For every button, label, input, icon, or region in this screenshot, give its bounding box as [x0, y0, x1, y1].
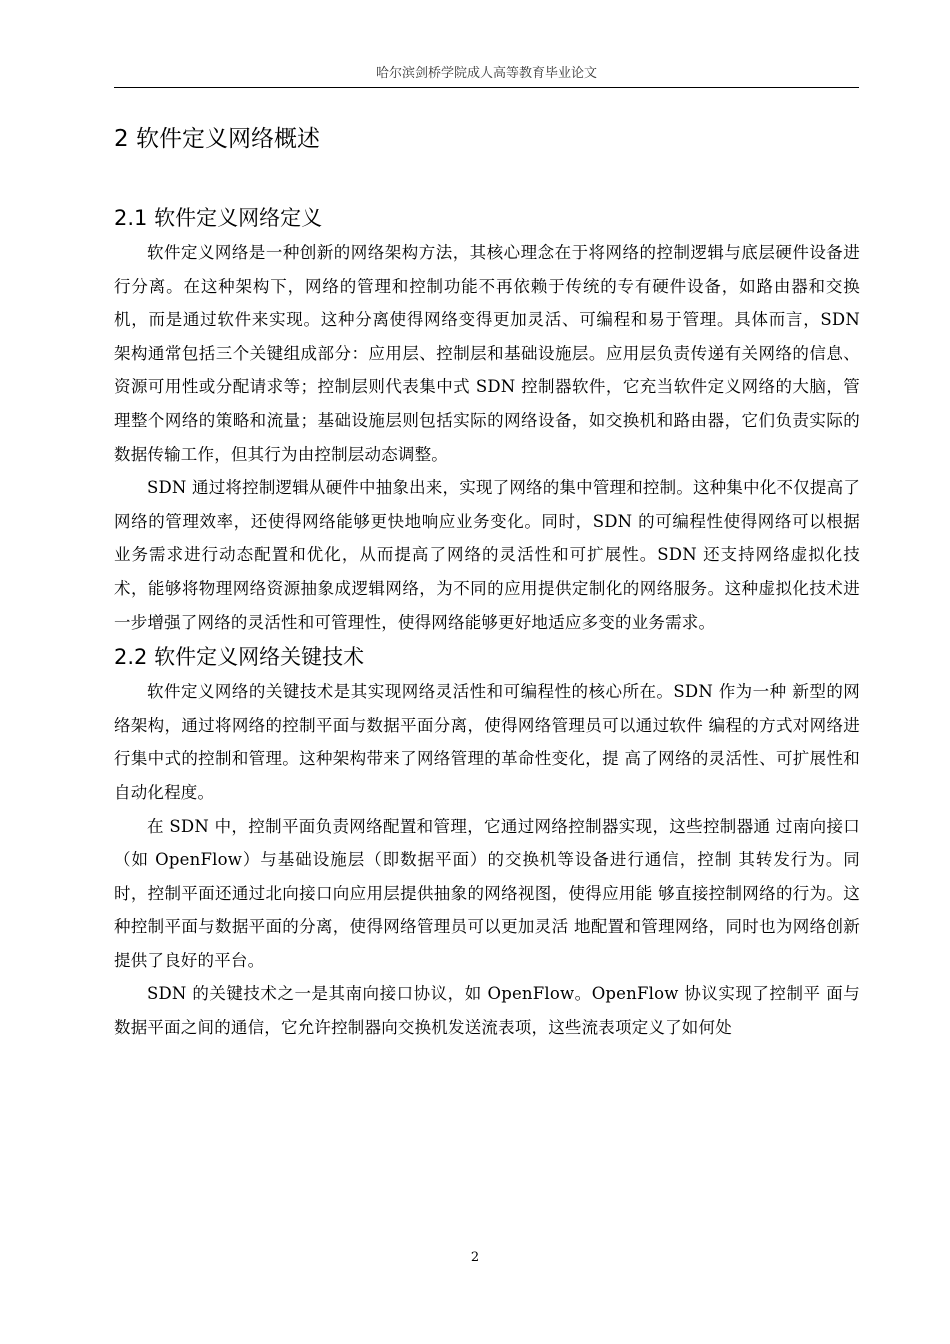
- paragraph: SDN 通过将控制逻辑从硬件中抽象出来，实现了网络的集中管理和控制。这种集中化不仅提高了网络的管理效率，还使得网络能够更快地响应业务变化。同时，SDN 的可编程性使得网络可以根据业务需求进行动态配置和优化，从而提高了网络的灵活性和可扩展性。SDN 还支持网络虚拟化技术，能够将物理网络资源抽象成逻辑网络，为不同的应用提供定制化的网络服务。这种虚拟化技术进一步增强了网络的灵活性和可管理性，使得网络能够更好地适应多变的业务需求。: [114, 478, 861, 632]
- running-header: 哈尔滨剑桥学院成人高等教育毕业论文: [375, 66, 597, 81]
- section-title-2-2: 2.2 软件定义网络关键技术: [114, 645, 365, 670]
- paragraph: 在 SDN 中，控制平面负责网络配置和管理，它通过网络控制器实现，这些控制器通 过南向接口（如 OpenFlow）与基础设施层（即数据平面）的交换机等设备进行通信，控制 其转发行为。同时，控制平面还通过北向接口向应用层提供抽象的网络视图，使得应用能 够直接控制网络的行为。这种控制平面与数据平面的分离，使得网络管理员可以更加灵活 地配置和管理网络，同时也为网络创新提供了良好的平台。: [114, 816, 860, 970]
- header-rule: [114, 87, 859, 88]
- paragraph: SDN 的关键技术之一是其南向接口协议，如 OpenFlow。OpenFlow 协议实现了控制平 面与数据平面之间的通信，它允许控制器向交换机发送流表项，这些流表项定义了如何处: [114, 984, 860, 1038]
- paragraph: 软件定义网络是一种创新的网络架构方法，其核心理念在于将网络的控制逻辑与底层硬件设备进行分离。在这种架构下，网络的管理和控制功能不再依赖于传统的专有硬件设备，如路由器和交换机，而是通过软件来实现。这种分离使得网络变得更加灵活、可编程和易于管理。具体而言，SDN 架构通常包括三个关键组成部分：应用层、控制层和基础设施层。应用层负责传递有关网络的信息、资源可用性或分配请求等；控制层则代表集中式 SDN 控制器软件，它充当软件定义网络的大脑，管理整个网络的策略和流量；基础设施层则包括实际的网络设备，如交换机和路由器，它们负责实际的数据传输工作，但其行为由控制层动态调整。: [114, 243, 860, 464]
- section-title-2-1: 2.1 软件定义网络定义: [114, 206, 323, 230]
- paragraph: 软件定义网络的关键技术是其实现网络灵活性和可编程性的核心所在。SDN 作为一种 新型的网络架构，通过将网络的控制平面与数据平面分离，使得网络管理员可以通过软件 编程的方式对网络进行集中式的控制和管理。这种架构带来了网络管理的革命性变化，提 高了网络的灵活性、可扩展性和自动化程度。: [114, 682, 860, 802]
- page-number: 2: [470, 1250, 480, 1265]
- chapter-title: 2 软件定义网络概述: [114, 126, 320, 152]
- page-body: [114, 120, 860, 1045]
